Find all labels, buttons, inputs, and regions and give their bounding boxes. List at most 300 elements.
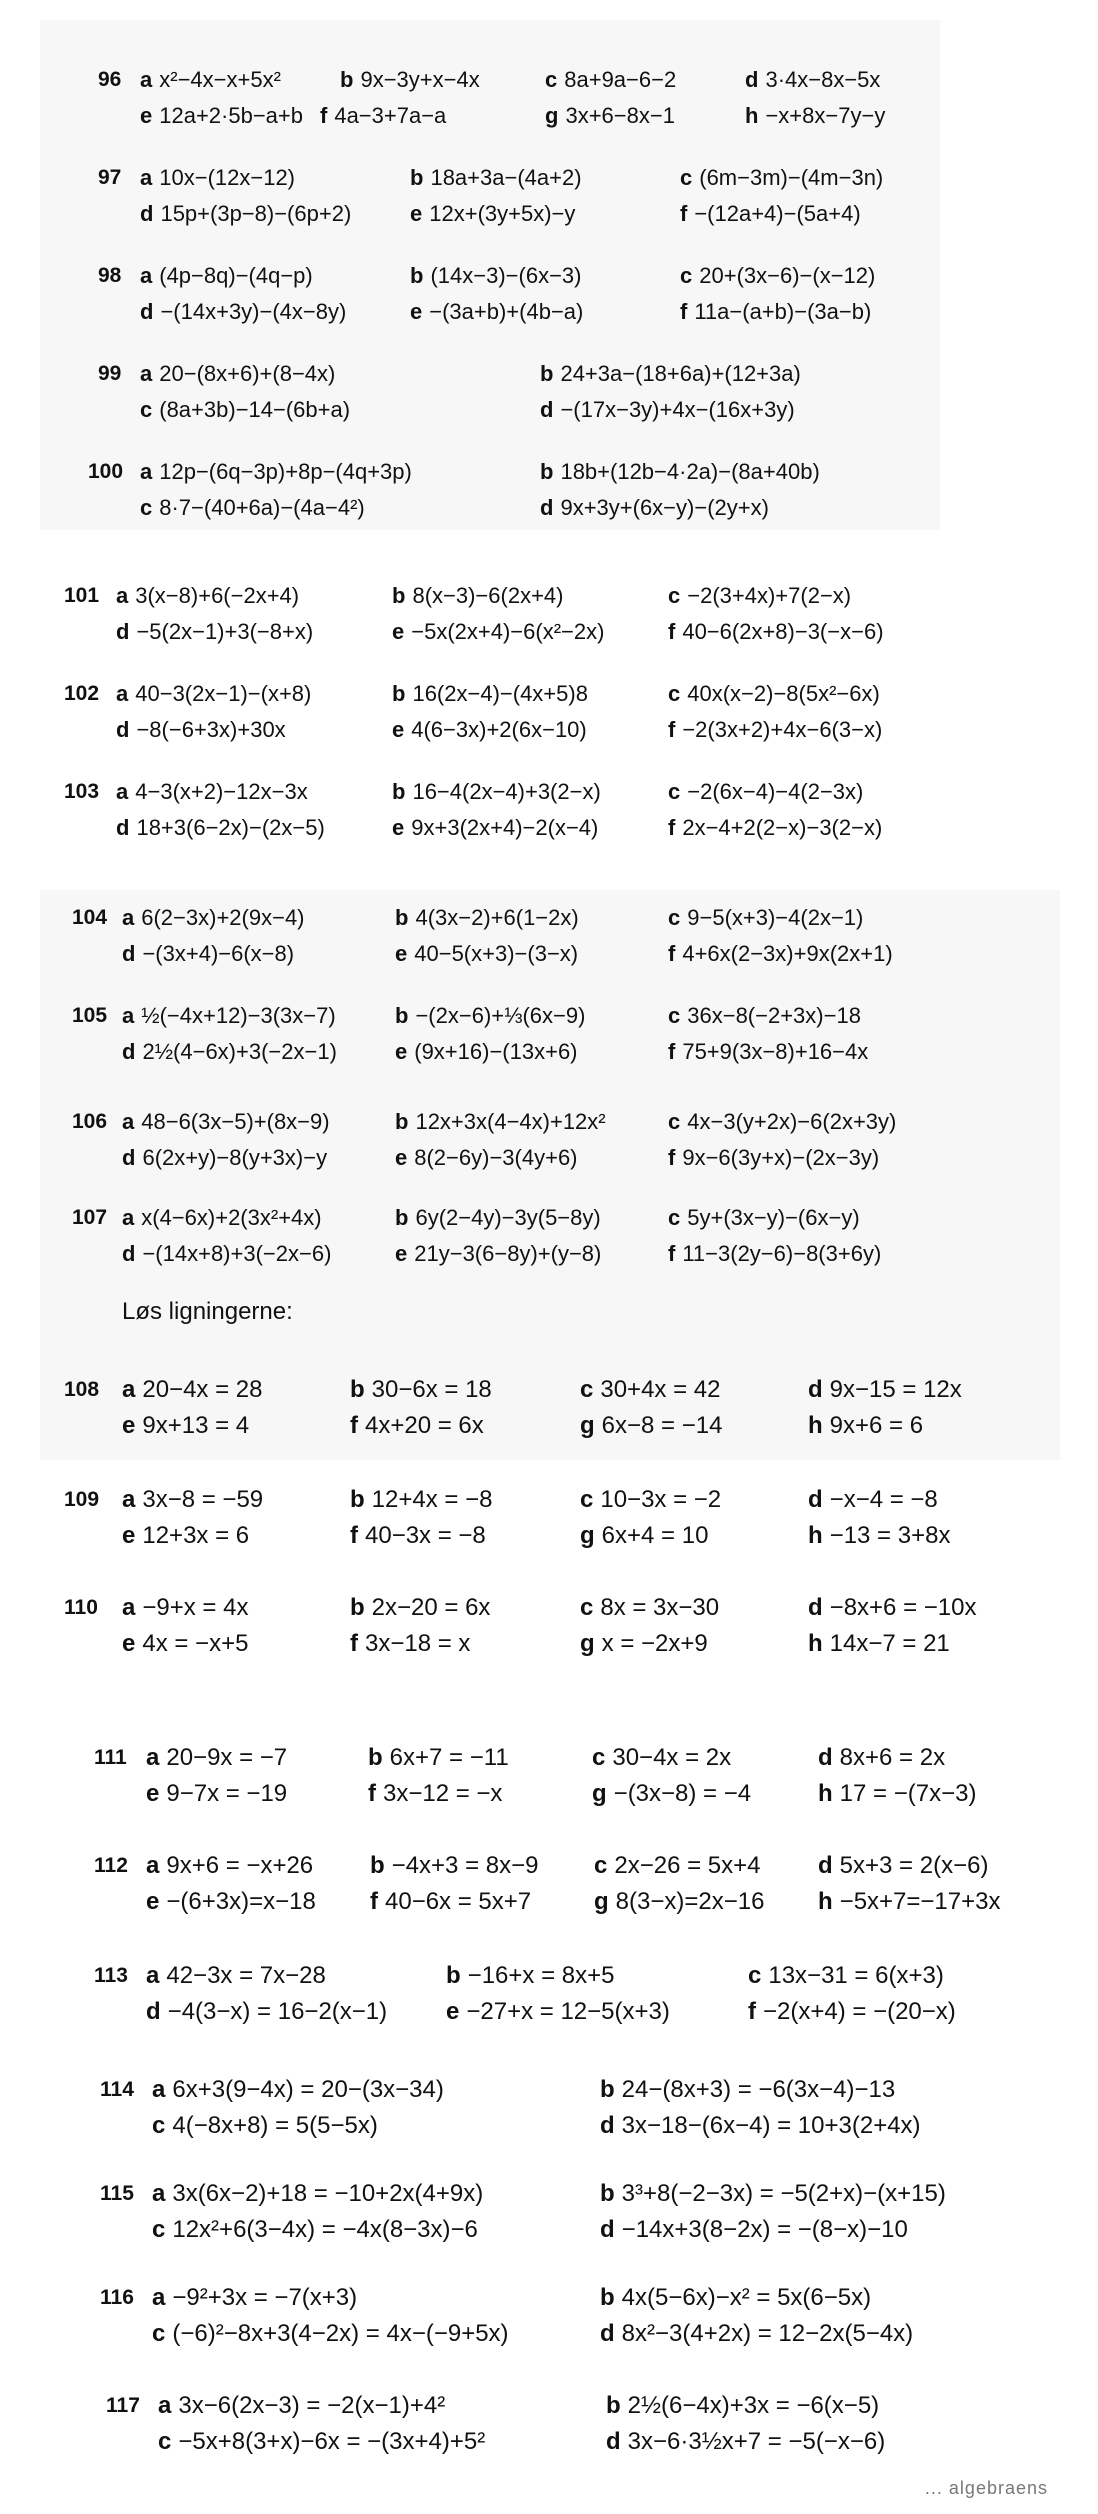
exercise-item-e [146,1884,316,1920]
item-letter: e [146,1780,160,1807]
item-letter: c [545,67,558,92]
item-expression: 2x−20 = 6x [371,1594,491,1621]
exercise-item-f [668,1034,868,1070]
item-expression: −x−4 = −8 [829,1486,938,1513]
exercise-item-a [116,676,311,712]
item-expression: 3x−18 = x [365,1630,471,1657]
exercise-item-g [580,1626,708,1662]
item-expression: 9x+13 = 4 [142,1412,250,1439]
item-letter: c [668,1205,681,1230]
exercise-item-h [818,1884,1001,1920]
item-expression: 40−6(2x+8)−3(−x−6) [682,619,884,644]
exercise-item-b [600,2176,946,2212]
exercise-number: 98 [98,264,122,287]
exercise-number: 109 [64,1488,100,1511]
exercise-item-c [580,1590,719,1626]
item-letter: a [122,1109,135,1134]
item-expression: 30−4x = 2x [612,1744,732,1771]
exercise-item-f [668,1236,881,1272]
item-letter: d [116,717,130,742]
item-letter: b [600,2284,615,2311]
item-letter: c [594,1852,608,1879]
exercise-number: 105 [72,1004,108,1027]
exercise-item-b [395,998,585,1034]
item-letter: a [122,1205,135,1230]
exercise-item-c [680,160,883,196]
item-expression: 42−3x = 7x−28 [166,1962,326,1989]
exercise-item-e [392,614,604,650]
item-expression: 40−6x = 5x+7 [385,1888,532,1915]
exercise-item-f [320,98,446,134]
item-letter: c [580,1376,594,1403]
item-expression: 11−3(2y−6)−8(3+6y) [682,1241,882,1266]
exercise-item-b [600,2072,895,2108]
item-expression: x = −2x+9 [601,1630,708,1657]
item-letter: b [446,1962,461,1989]
exercise-item-d [600,2108,921,2144]
exercise-item-b [540,454,820,490]
item-letter: c [152,2112,166,2139]
exercise-number: 99 [98,362,122,385]
item-letter: f [748,1998,756,2025]
item-letter: b [600,2180,615,2207]
item-letter: f [668,815,676,840]
item-letter: b [600,2076,615,2103]
exercise-item-a [122,998,336,1034]
exercise-number: 97 [98,166,122,189]
exercise-number: 101 [64,584,100,607]
item-letter: a [140,263,153,288]
exercise-item-a [122,1104,330,1140]
exercise-item-h [745,98,885,134]
exercise-item-c [158,2424,485,2460]
exercise-item-g [580,1408,722,1444]
item-letter: d [122,1145,136,1170]
item-letter: a [140,459,153,484]
exercise-item-b [350,1372,492,1408]
item-letter: b [392,583,406,608]
item-letter: a [158,2392,172,2419]
exercise-item-f [668,936,893,972]
item-expression: 11a−(a+b)−(3a−b) [694,299,872,324]
item-expression: 9x+3(2x+4)−2(x−4) [411,815,599,840]
item-letter: c [680,263,693,288]
item-expression: 4x+20 = 6x [365,1412,484,1439]
item-letter: f [370,1888,378,1915]
exercise-item-b [340,62,480,98]
item-letter: a [116,583,129,608]
exercise-item-b [350,1590,490,1626]
item-expression: 4x−3(y+2x)−6(2x+3y) [687,1109,897,1134]
exercise-number: 96 [98,68,122,91]
item-expression: 4+6x(2−3x)+9x(2x+1) [682,941,893,966]
exercise-item-c [152,2108,378,2144]
item-letter: e [410,201,423,226]
exercise-item-b [446,1958,614,1994]
item-expression: 3x(6x−2)+18 = −10+2x(4+9x) [172,2180,484,2207]
exercise-item-e [122,1408,249,1444]
item-letter: c [140,495,153,520]
item-expression: −4x+3 = 8x−9 [391,1852,539,1879]
exercise-item-g [594,1884,764,1920]
exercise-number: 102 [64,682,100,705]
exercise-item-b [410,160,582,196]
exercise-item-g [592,1776,751,1812]
item-expression: (9x+16)−(13x+6) [414,1039,578,1064]
exercise-item-a [140,258,313,294]
exercise-item-d [818,1740,945,1776]
item-expression: 3x+6−8x−1 [565,103,675,128]
exercise-item-a [116,578,299,614]
item-letter: e [122,1412,136,1439]
exercise-item-c [668,1200,860,1236]
item-expression: 9x−6(3y+x)−(2x−3y) [682,1145,880,1170]
item-expression: −8x+6 = −10x [829,1594,977,1621]
item-expression: −(12a+4)−(5a+4) [694,201,861,226]
item-expression: 16−4(2x−4)+3(2−x) [412,779,601,804]
exercise-item-b [410,258,581,294]
item-letter: c [668,681,681,706]
item-letter: c [748,1962,762,1989]
exercise-item-b [350,1482,492,1518]
item-expression: 40x(x−2)−8(5x²−6x) [687,681,880,706]
exercise-item-e [392,810,598,846]
exercise-item-b [368,1740,509,1776]
item-letter: g [592,1780,607,1807]
exercise-item-c [668,676,880,712]
item-expression: x²−4x−x+5x² [159,67,281,92]
exercise-item-d [600,2316,913,2352]
item-expression: 4(−8x+8) = 5(5−5x) [172,2112,378,2139]
item-letter: d [146,1998,161,2025]
exercise-item-e [395,936,578,972]
exercise-item-a [152,2072,444,2108]
item-letter: b [350,1594,365,1621]
item-letter: d [140,299,154,324]
exercise-item-d [540,392,795,428]
exercise-number: 100 [88,460,124,483]
item-expression: 6x+3(9−4x) = 20−(3x−34) [172,2076,444,2103]
exercise-item-e [395,1236,601,1272]
item-expression: 13x−31 = 6(x+3) [768,1962,944,1989]
exercise-item-f [668,810,882,846]
item-letter: b [368,1744,383,1771]
exercise-item-a [122,1482,263,1518]
exercise-item-g [580,1518,708,1554]
item-expression: −(14x+3y)−(4x−8y) [160,299,347,324]
exercise-item-d [808,1590,976,1626]
item-expression: 10x−(12x−12) [159,165,296,190]
item-expression: 6y(2−4y)−3y(5−8y) [415,1205,601,1230]
exercise-item-c [680,258,875,294]
item-expression: 9x−15 = 12x [829,1376,962,1403]
exercise-item-a [122,1372,262,1408]
item-letter: d [540,397,554,422]
item-letter: e [410,299,423,324]
item-letter: b [370,1852,385,1879]
exercise-item-d [122,936,294,972]
item-letter: h [808,1522,823,1549]
exercise-item-c [580,1482,721,1518]
item-letter: f [350,1630,358,1657]
item-expression: 12+4x = −8 [371,1486,493,1513]
item-letter: a [152,2076,166,2103]
item-expression: 20−4x = 28 [142,1376,263,1403]
item-letter: d [745,67,759,92]
item-expression: 12x²+6(3−4x) = −4x(8−3x)−6 [172,2216,478,2243]
item-letter: c [668,583,681,608]
item-letter: b [350,1486,365,1513]
item-expression: 4(6−3x)+2(6x−10) [411,717,587,742]
item-letter: c [152,2320,166,2347]
item-expression: 6x−8 = −14 [601,1412,723,1439]
item-expression: 3x−18−(6x−4) = 10+3(2+4x) [621,2112,921,2139]
item-letter: f [668,1039,676,1064]
item-expression: 9x+6 = 6 [829,1412,924,1439]
item-letter: b [395,905,409,930]
item-expression: 3x−12 = −x [383,1780,503,1807]
item-expression: 48−6(3x−5)+(8x−9) [141,1109,330,1134]
exercise-item-f [350,1408,484,1444]
exercise-item-d [116,614,313,650]
exercise-item-e [122,1626,248,1662]
item-expression: 2x−26 = 5x+4 [614,1852,761,1879]
exercise-item-a [140,62,281,98]
item-letter: e [392,619,405,644]
item-letter: e [392,717,405,742]
item-expression: 8(3−x)=2x−16 [615,1888,765,1915]
item-expression: 4−3(x+2)−12x−3x [135,779,308,804]
exercise-item-c [140,392,350,428]
exercise-item-f [368,1776,502,1812]
exercise-item-a [152,2280,357,2316]
item-expression: −27+x = 12−5(x+3) [466,1998,670,2025]
item-expression: 8x²−3(4+2x) = 12−2x(5−4x) [621,2320,914,2347]
exercise-item-d [818,1848,988,1884]
item-letter: a [122,905,135,930]
item-letter: e [395,1241,408,1266]
item-expression: (6m−3m)−(4m−3n) [699,165,884,190]
item-letter: c [668,779,681,804]
exercise-item-b [606,2388,879,2424]
exercise-item-h [808,1408,923,1444]
item-expression: 17 = −(7x−3) [839,1780,977,1807]
exercise-item-c [668,774,863,810]
exercise-number: 103 [64,780,100,803]
item-letter: c [580,1594,594,1621]
item-expression: 18b+(12b−4·2a)−(8a+40b) [560,459,820,484]
exercise-item-e [146,1776,287,1812]
item-expression: −(6+3x)=x−18 [166,1888,316,1915]
exercise-item-d [116,810,325,846]
item-expression: ½(−4x+12)−3(3x−7) [141,1003,336,1028]
item-expression: (4p−8q)−(4q−p) [159,263,313,288]
item-letter: b [392,779,406,804]
item-letter: a [122,1003,135,1028]
item-expression: 3x−6(2x−3) = −2(x−1)+4² [178,2392,446,2419]
item-letter: c [668,905,681,930]
item-letter: c [580,1486,594,1513]
item-letter: e [122,1522,136,1549]
item-expression: −9+x = 4x [142,1594,249,1621]
item-letter: a [140,361,153,386]
item-expression: 12p−(6q−3p)+8p−(4q+3p) [159,459,412,484]
item-letter: d [808,1486,823,1513]
item-letter: b [540,361,554,386]
item-expression: 16(2x−4)−(4x+5)8 [412,681,588,706]
item-letter: f [668,1145,676,1170]
item-expression: 6x+7 = −11 [389,1744,509,1771]
item-expression: 8x = 3x−30 [600,1594,720,1621]
exercise-number: 115 [100,2182,134,2205]
item-expression: −2(6x−4)−4(2−3x) [687,779,864,804]
exercise-item-b [392,578,563,614]
item-expression: −2(3+4x)+7(2−x) [687,583,852,608]
item-letter: a [146,1852,160,1879]
item-letter: h [808,1630,823,1657]
exercise-number: 111 [94,1746,127,1769]
item-letter: d [122,1039,136,1064]
exercise-item-b [370,1848,538,1884]
exercise-item-c [668,1104,896,1140]
exercise-item-d [140,294,346,330]
item-expression: −13 = 3+8x [829,1522,951,1549]
item-letter: d [818,1744,833,1771]
item-letter: a [122,1376,136,1403]
exercise-item-c [748,1958,944,1994]
exercise-item-a [158,2388,445,2424]
exercise-item-f [668,1140,879,1176]
item-letter: f [350,1412,358,1439]
exercise-item-a [140,454,412,490]
item-expression: 4x(5−6x)−x² = 5x(6−5x) [621,2284,872,2311]
exercise-item-a [140,356,335,392]
item-letter: e [395,1145,408,1170]
item-expression: 20−(8x+6)+(8−4x) [159,361,336,386]
item-expression: 9x+3y+(6x−y)−(2y+x) [560,495,769,520]
item-expression: 18a+3a−(4a+2) [430,165,582,190]
exercise-item-a [146,1740,287,1776]
exercise-item-a [122,1590,248,1626]
item-letter: c [152,2216,166,2243]
exercise-item-b [395,900,579,936]
item-letter: c [140,397,153,422]
exercise-item-c [668,998,861,1034]
item-expression: 6x+4 = 10 [601,1522,709,1549]
exercise-item-e [395,1034,578,1070]
item-expression: 12+3x = 6 [142,1522,250,1549]
item-expression: 18+3(6−2x)−(2x−5) [136,815,325,840]
item-expression: −4(3−x) = 16−2(x−1) [167,1998,388,2025]
exercise-item-h [818,1776,976,1812]
exercise-item-a [122,1200,322,1236]
item-expression: 4x = −x+5 [142,1630,249,1657]
exercise-number: 108 [64,1378,100,1401]
exercise-item-d [606,2424,885,2460]
item-expression: 9x−3y+x−4x [360,67,480,92]
exercise-number: 113 [94,1964,128,1987]
item-letter: b [395,1003,409,1028]
item-letter: g [580,1522,595,1549]
item-letter: g [545,103,559,128]
exercise-number: 106 [72,1110,108,1133]
item-letter: a [146,1962,160,1989]
item-expression: 3x−8 = −59 [142,1486,264,1513]
item-letter: f [668,717,676,742]
item-expression: 40−5(x+3)−(3−x) [414,941,579,966]
exercise-item-e [395,1140,578,1176]
item-letter: e [395,1039,408,1064]
exercise-item-c [140,490,365,526]
item-letter: d [600,2112,615,2139]
item-letter: b [395,1109,409,1134]
item-expression: 6(2x+y)−8(y+3x)−y [142,1145,328,1170]
item-letter: d [116,815,130,840]
item-expression: −(2x−6)+⅓(6x−9) [415,1003,586,1028]
item-letter: e [446,1998,460,2025]
item-letter: h [745,103,759,128]
item-letter: a [152,2180,166,2207]
exercise-item-h [808,1518,950,1554]
exercise-item-e [410,196,575,232]
exercise-item-d [122,1034,337,1070]
exercise-item-a [122,900,305,936]
exercise-item-b [600,2280,871,2316]
exercise-number: 110 [64,1596,98,1619]
item-letter: d [600,2320,615,2347]
item-expression: −x+8x−7y−y [765,103,886,128]
item-expression: −5x+8(3+x)−6x = −(3x+4)+5² [178,2428,486,2455]
exercise-number: 104 [72,906,108,929]
exercise-item-d [808,1372,962,1408]
item-letter: b [350,1376,365,1403]
item-expression: −8(−6+3x)+30x [136,717,286,742]
item-letter: a [140,67,153,92]
item-letter: e [140,103,153,128]
item-letter: a [122,1486,136,1513]
item-expression: 30+4x = 42 [600,1376,721,1403]
exercise-item-e [140,98,303,134]
item-letter: f [668,619,676,644]
item-expression: 3x−6·3½x+7 = −5(−x−6) [627,2428,886,2455]
item-letter: b [410,263,424,288]
item-expression: 9−7x = −19 [166,1780,288,1807]
item-expression: 20−9x = −7 [166,1744,288,1771]
item-expression: 2x−4+2(2−x)−3(2−x) [682,815,883,840]
item-letter: d [808,1376,823,1403]
item-expression: 5y+(3x−y)−(6x−y) [687,1205,860,1230]
item-expression: 5x+3 = 2(x−6) [839,1852,989,1879]
item-expression: 4(3x−2)+6(1−2x) [415,905,579,930]
item-expression: −(3x+4)−6(x−8) [142,941,295,966]
item-letter: b [392,681,406,706]
item-letter: d [540,495,554,520]
exercise-item-c [152,2316,509,2352]
item-letter: b [606,2392,621,2419]
item-expression: −16+x = 8x+5 [467,1962,615,1989]
item-expression: −2(3x+2)+4x−6(3−x) [682,717,883,742]
item-letter: g [580,1630,595,1657]
item-expression: 6(2−3x)+2(9x−4) [141,905,305,930]
exercise-item-d [808,1482,938,1518]
item-letter: d [818,1852,833,1879]
item-letter: d [808,1594,823,1621]
exercise-item-a [140,160,295,196]
exercise-item-a [146,1958,326,1994]
exercise-item-e [410,294,583,330]
item-letter: c [668,1003,681,1028]
item-expression: 12x+3x(4−4x)+12x² [415,1109,606,1134]
